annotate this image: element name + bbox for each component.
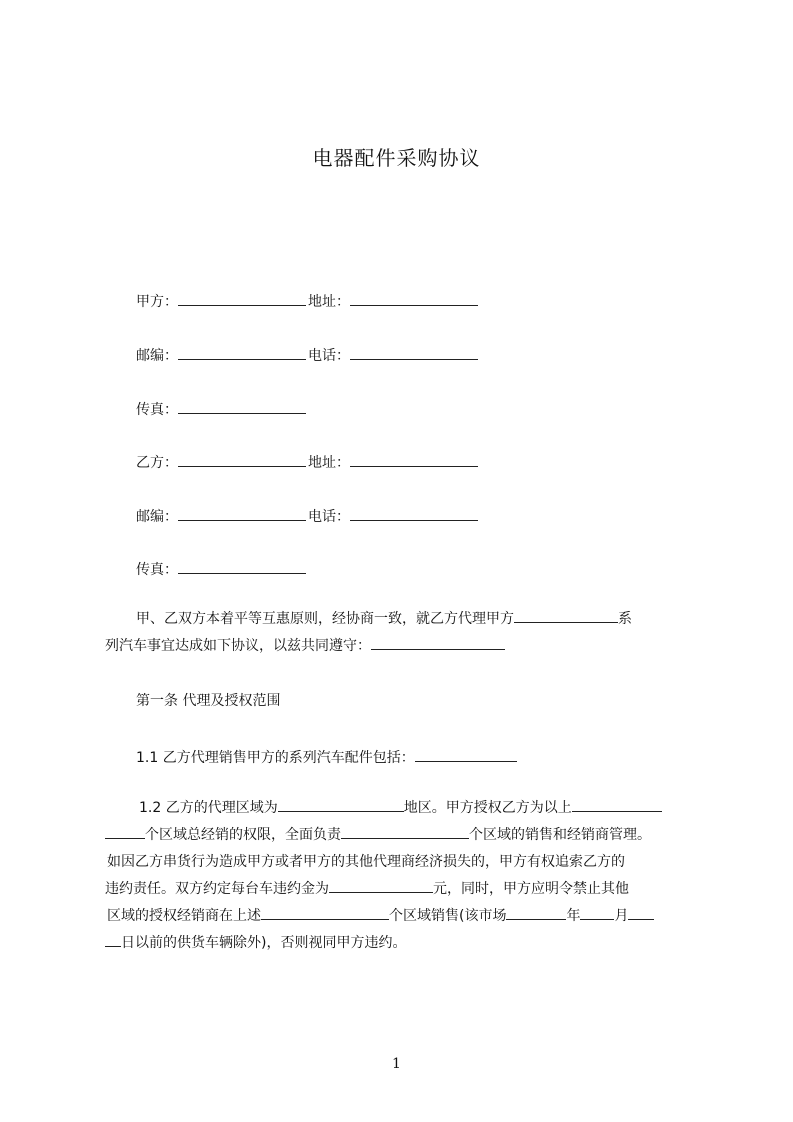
- clause-1-2-line-1: [105, 795, 701, 822]
- page-number: 1: [392, 1056, 401, 1072]
- clause-1-2-text-4a: 违约责任。双方约定每台车违约金为: [105, 881, 329, 897]
- clause-1-2-line-5: [105, 903, 701, 930]
- party-a-fax-row: [136, 398, 308, 418]
- clause-1-2-day-blank-a[interactable]: [628, 903, 654, 920]
- clause-1-2-text-5b: 个区域销售(该市场: [389, 908, 507, 924]
- intro-series-blank[interactable]: [514, 606, 618, 623]
- party-a-address-blank[interactable]: [350, 290, 478, 306]
- clause-1-2-line-4: [105, 876, 701, 903]
- intro-text-1a: 甲、乙双方本着平等互惠原则，经协商一致，就乙方代理甲方: [136, 611, 514, 627]
- document-title: 电器配件采购协议: [312, 146, 481, 170]
- party-b-postcode-phone-row: [136, 505, 480, 525]
- party-a-phone-label: 电话：: [308, 348, 350, 364]
- party-b-phone-label: 电话：: [308, 509, 350, 525]
- clause-1-2-region-blank[interactable]: [278, 795, 404, 812]
- intro-line-1: [105, 606, 701, 633]
- party-a-name-address-row: [136, 290, 480, 310]
- intro-text-1b: 系: [618, 611, 632, 627]
- party-b-address-blank[interactable]: [350, 451, 478, 467]
- intro-end-blank[interactable]: [371, 633, 505, 650]
- clause-1-2-text-1b: 地区。甲方授权乙方为以上: [403, 800, 572, 816]
- intro-text-2a: 列汽车事宜达成如下协议，以兹共同遵守：: [105, 638, 371, 654]
- article-1-heading: 第一条 代理及授权范围: [136, 693, 281, 709]
- clause-1-2-penalty-blank[interactable]: [329, 876, 433, 893]
- clause-1-2-line-2: [105, 822, 701, 849]
- party-a-phone-blank[interactable]: [350, 344, 478, 360]
- party-a-fax-label: 传真：: [136, 402, 178, 418]
- party-b-postcode-label: 邮编：: [136, 509, 178, 525]
- clause-1-2-day-blank-b[interactable]: [105, 930, 121, 947]
- intro-paragraph: [105, 606, 701, 660]
- clause-1-2-line-3: [105, 849, 701, 876]
- clause-1-2-text-4b: 元，同时，甲方应明令禁止其他: [433, 881, 629, 897]
- clause-1-2-text-5d: 月: [614, 908, 629, 924]
- clause-1-2-count-blank-a[interactable]: [572, 795, 662, 812]
- clause-1-2-text-6a: 日以前的供货车辆除外)，否则视同甲方违约。: [121, 935, 407, 951]
- clause-1-2-text-2a: 个区域总经销的权限，全面负责: [145, 827, 341, 843]
- clause-1-2-line-6: [105, 930, 701, 957]
- clause-1-2-text-3: 如因乙方串货行为造成甲方或者甲方的其他代理商经济损失的，甲方有权追索乙方的: [107, 854, 625, 870]
- clause-1-2-responsible-blank[interactable]: [341, 822, 469, 839]
- party-b-phone-blank[interactable]: [350, 505, 478, 521]
- party-b-name-address-row: [136, 451, 480, 471]
- party-a-address-label: 地址：: [308, 294, 350, 310]
- party-b-address-label: 地址：: [308, 455, 350, 471]
- clause-1-2-text-5a: 区域的授权经销商在上述: [107, 908, 261, 924]
- clause-1-2-text-2b: 个区域的销售和经销商管理。: [469, 827, 651, 843]
- clause-1-2-month-blank[interactable]: [580, 903, 614, 920]
- clause-1-2-year-blank[interactable]: [506, 903, 566, 920]
- party-a-postcode-label: 邮编：: [136, 348, 178, 364]
- clause-1-1-text: 1.1 乙方代理销售甲方的系列汽车配件包括：: [136, 750, 415, 766]
- party-b-name-blank[interactable]: [178, 451, 306, 467]
- party-a-name-blank[interactable]: [178, 290, 306, 306]
- party-b-fax-row: [136, 558, 308, 578]
- clause-1-2: [105, 795, 701, 957]
- clause-1-2-count-blank-b[interactable]: [105, 822, 145, 839]
- party-b-fax-label: 传真：: [136, 562, 178, 578]
- clause-1-2-area-blank[interactable]: [261, 903, 389, 920]
- clause-1-2-text-5c: 年: [566, 908, 581, 924]
- party-a-postcode-phone-row: [136, 344, 480, 364]
- clause-1-1: [136, 745, 517, 765]
- party-a-postcode-blank[interactable]: [178, 344, 306, 360]
- party-b-postcode-blank[interactable]: [178, 505, 306, 521]
- clause-1-2-text-1a: 1.2 乙方的代理区域为: [139, 800, 278, 816]
- party-a-fax-blank[interactable]: [178, 398, 306, 414]
- clause-1-1-blank[interactable]: [415, 745, 517, 762]
- party-a-label: 甲方：: [136, 294, 178, 310]
- party-b-fax-blank[interactable]: [178, 558, 306, 574]
- intro-line-2: [105, 633, 701, 660]
- party-b-label: 乙方：: [136, 455, 178, 471]
